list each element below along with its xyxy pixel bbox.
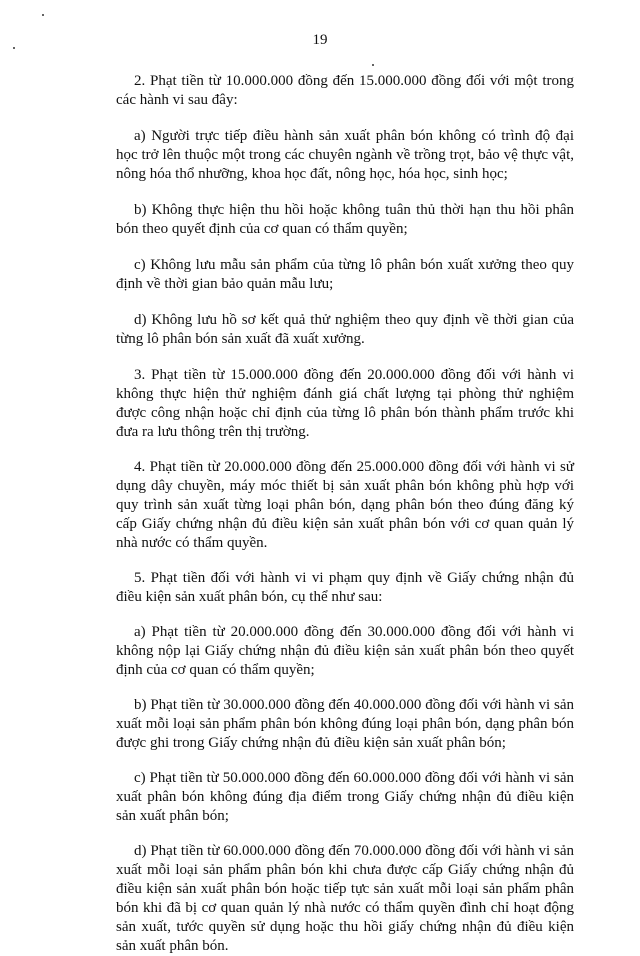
- scan-speck: [372, 64, 374, 66]
- clause-2d-paragraph: d) Không lưu hồ sơ kết quả thử nghiệm theo quy định về thời gian của từng lô phân bón sản xuất đã xuất xưởng.: [116, 312, 574, 347]
- clause-5b-paragraph: b) Phạt tiền từ 30.000.000 đồng đến 40.000.000 đồng đối với hành vi sản xuất mỗi loại sản phẩm phân bón không đúng loại phân bón, dạng phân bón được ghi trong Giấy chứng nhận đủ điều kiện sản xuất phân bón;: [116, 697, 574, 751]
- clause-2a-paragraph: a) Người trực tiếp điều hành sản xuất phân bón không có trình độ đại học trở lên thuộc một trong các chuyên ngành về trồng trọt, bảo vệ thực vật, nông hóa thổ nhưỡng, khoa học đất, nông học, hóa học, sinh học;: [116, 128, 574, 182]
- page-number: 19: [312, 32, 328, 48]
- clause-5d-paragraph: d) Phạt tiền từ 60.000.000 đồng đến 70.000.000 đồng đối với hành vi sản xuất mỗi loại sản phẩm phân bón khi chưa được cấp Giấy chứng nhận đủ điều kiện sản xuất phân bón hoặc tiếp tục sản xuất mỗi loại sản phẩm phân bón khi đã bị cơ quan quản lý nhà nước có thẩm quyền đình chỉ hoạt động sản xuất, tước quyền sử dụng hoặc thu hồi giấy chứng nhận đủ điều kiện sản xuất phân bón.: [116, 843, 574, 954]
- clause-5-paragraph: 5. Phạt tiền đối với hành vi vi phạm quy định về Giấy chứng nhận đủ điều kiện sản xuất phân bón, cụ thể như sau:: [116, 570, 574, 605]
- clause-4-paragraph: 4. Phạt tiền từ 20.000.000 đồng đến 25.000.000 đồng đối với hành vi sử dụng dây chuyền, máy móc thiết bị sản xuất phân bón không phù hợp với quy trình sản xuất từng loại phân bón, dạng phân bón theo đúng đăng ký cấp Giấy chứng nhận đủ điều kiện sản xuất phân bón với cơ quan quản lý nhà nước có thẩm quyền.: [116, 459, 574, 551]
- clause-5c-paragraph: c) Phạt tiền từ 50.000.000 đồng đến 60.000.000 đồng đối với hành vi sản xuất phân bón không đúng địa điểm trong Giấy chứng nhận đủ điều kiện sản xuất phân bón;: [116, 770, 574, 824]
- clause-3-paragraph: 3. Phạt tiền từ 15.000.000 đồng đến 20.000.000 đồng đối với hành vi không thực hiện thử nghiệm đánh giá chất lượng tại phòng thử nghiệm được công nhận hoặc chỉ định của từng lô phân bón thành phẩm trước khi đưa ra lưu thông trên thị trường.: [116, 367, 574, 440]
- clause-5a-paragraph: a) Phạt tiền từ 20.000.000 đồng đến 30.000.000 đồng đối với hành vi không nộp lại Giấy chứng nhận đủ điều kiện sản xuất phân bón theo quyết định của cơ quan có thẩm quyền;: [116, 624, 574, 678]
- clause-2b-paragraph: b) Không thực hiện thu hồi hoặc không tuân thủ thời hạn thu hồi phân bón theo quyết định của cơ quan có thẩm quyền;: [116, 202, 574, 237]
- clause-2-paragraph: 2. Phạt tiền từ 10.000.000 đồng đến 15.000.000 đồng đối với một trong các hành vi sau đây:: [116, 73, 574, 108]
- clause-2c-paragraph: c) Không lưu mẫu sản phẩm của từng lô phân bón xuất xưởng theo quy định về thời gian bảo quản mẫu lưu;: [116, 257, 574, 292]
- scan-speck: [42, 14, 44, 16]
- document-body: [116, 72, 574, 956]
